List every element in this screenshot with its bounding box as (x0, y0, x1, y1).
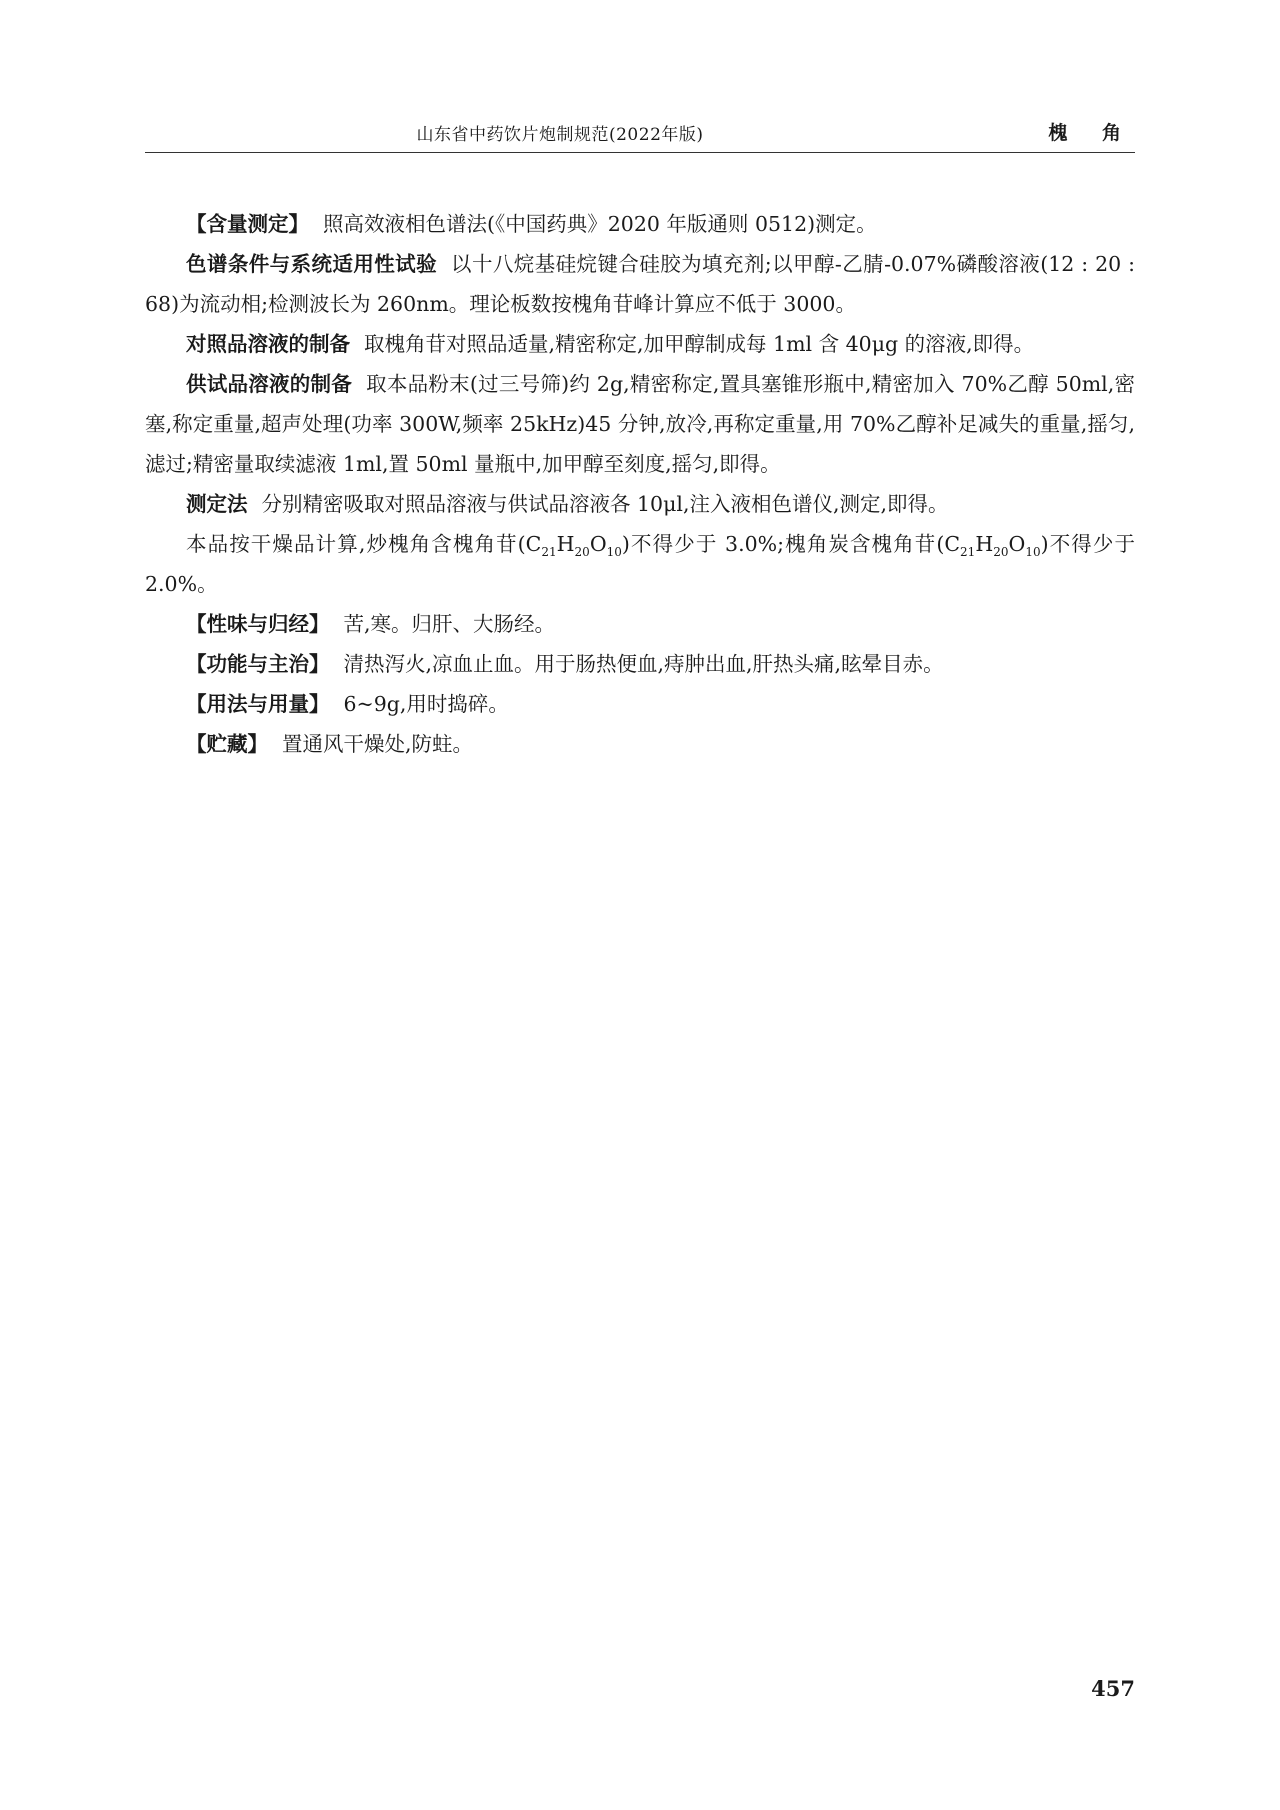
paragraph-test-solution (145, 364, 1135, 484)
running-header (145, 112, 1135, 148)
body-content (145, 204, 1135, 764)
page-number: 457 (1091, 1676, 1135, 1701)
section-function-indication (145, 644, 1135, 684)
header-divider (145, 152, 1135, 153)
section-label: 【用法与用量】 (186, 692, 330, 716)
paragraph-label: 供试品溶液的制备 (186, 372, 353, 396)
paragraph-procedure (145, 484, 1135, 524)
section-label: 【贮藏】 (186, 732, 268, 756)
header-section-name: 槐 角 (1048, 122, 1135, 144)
section-storage (145, 724, 1135, 764)
paragraph-assay (145, 204, 1135, 244)
paragraph-label: 对照品溶液的制备 (186, 332, 350, 356)
paragraph-label: 色谱条件与系统适用性试验 (186, 252, 438, 276)
paragraph-text: 照高效液相色谱法(《中国药典》2020 年版通则 0512)测定。 (323, 212, 877, 236)
section-text: 置通风干燥处,防蛀。 (282, 732, 474, 756)
section-text: 清热泻火,凉血止血。用于肠热便血,痔肿出血,肝热头痛,眩晕目赤。 (343, 652, 944, 676)
section-usage-dosage (145, 684, 1135, 724)
section-label: 【性味与归经】 (186, 612, 330, 636)
paragraph-chromatographic-conditions (145, 244, 1135, 324)
paragraph-text: 以十八烷基硅烷键合硅胶为填充剂;以甲醇-乙腈-0.07%磷酸溶液(12 : 20 : 68)为流动相;检测波长为 260nm。理论板数按槐角苷峰计算应不低于 3000。 (145, 252, 1136, 316)
chemical-formula: $C_{21}H_{20}O_{10}$ (944, 532, 1041, 560)
header-title: 山东省中药饮片炮制规范(2022年版) (416, 125, 704, 145)
section-label: 【功能与主治】 (186, 652, 330, 676)
paragraph-label: 测定法 (186, 492, 248, 516)
paragraph-text: 分别精密吸取对照品溶液与供试品溶液各 10μl,注入液相色谱仪,测定,即得。 (261, 492, 949, 516)
paragraph-text: 取槐角苷对照品适量,精密称定,加甲醇制成每 1ml 含 40μg 的溶液,即得。 (364, 332, 1035, 356)
paragraph-label: 【含量测定】 (186, 212, 309, 236)
section-property-meridian (145, 604, 1135, 644)
paragraph-content-limit: 本品按干燥品计算,炒槐角含槐角苷$(C_{21}H_{20}O_{10})$不得少于 3.0%;槐角炭含槐角苷$(C_{21}H_{20}O_{10})$不得少于 2.0%。 (145, 532, 1136, 596)
paragraph-reference-solution (145, 324, 1135, 364)
section-text: 苦,寒。归肝、大肠经。 (343, 612, 556, 636)
paragraph-text: 取本品粉末(过三号筛)约 2g,精密称定,置具塞锥形瓶中,精密加入 70%乙醇 50ml,密塞,称定重量,超声处理(功率 300W,频率 25kHz)45 分钟,放冷,再称定重量,用 70%乙醇补足减失的重量,摇匀,滤过;精密量取续滤液 1ml,置 50ml 量瓶中,加甲醇至刻度,摇匀,即得。 (145, 372, 1136, 476)
chemical-formula: $C_{21}H_{20}O_{10}$ (525, 532, 622, 560)
section-text: 6~9g,用时捣碎。 (343, 692, 509, 716)
